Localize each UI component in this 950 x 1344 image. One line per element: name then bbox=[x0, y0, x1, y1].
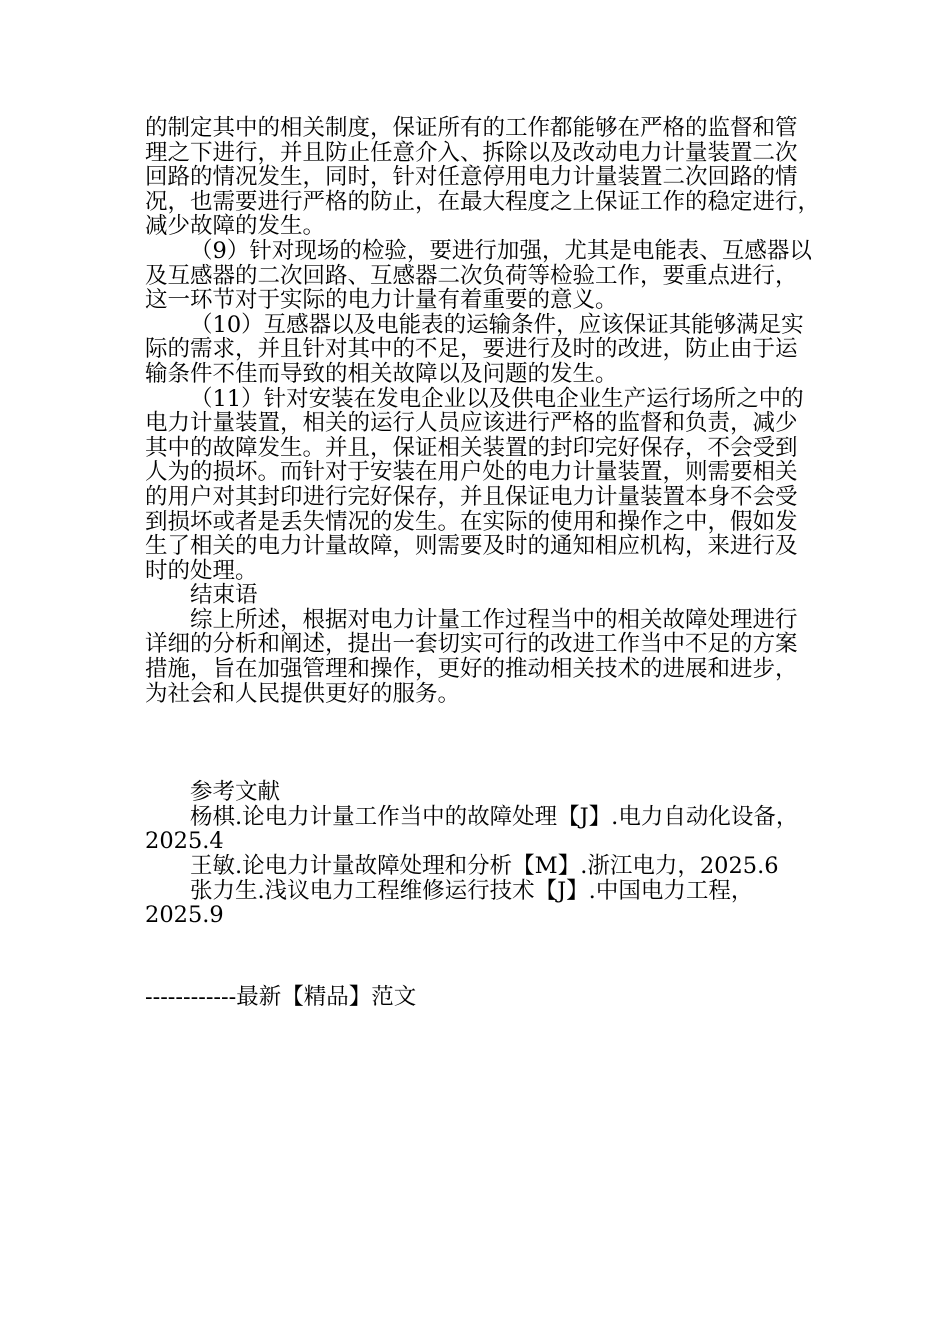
text-line: 时的处理。 bbox=[145, 557, 258, 584]
text-line: 输条件不佳而导致的相关故障以及问题的发生。 bbox=[145, 360, 618, 387]
text-line: 回路的情况发生，同时，针对任意停用电力计量装置二次回路的情 bbox=[145, 164, 798, 191]
text-line: 电力计量装置，相关的运行人员应该进行严格的监督和负责，减少 bbox=[145, 410, 798, 437]
text-line: 况，也需要进行严格的防止，在最大程度之上保证工作的稳定进行， bbox=[145, 188, 821, 215]
footer-spacer bbox=[145, 928, 810, 985]
references-section bbox=[145, 780, 810, 928]
text-line: 的制定其中的相关制度，保证所有的工作都能够在严格的监督和管 bbox=[145, 115, 798, 141]
text-line: 人为的损坏。而针对于安装在用户处的电力计量装置，则需要相关 bbox=[145, 459, 798, 486]
reference-line: 参考文献 bbox=[190, 779, 281, 806]
text-line: 际的需求，并且针对其中的不足，要进行及时的改进，防止由于运 bbox=[145, 336, 798, 363]
text-line: 到损坏或者是丢失情况的发生。在实际的使用和操作之中，假如发 bbox=[145, 508, 798, 535]
reference-line: 张力生.浅议电力工程维修运行技术【J】.中国电力工程， bbox=[190, 877, 754, 904]
text-line: 及互感器的二次回路、互感器二次负荷等检验工作，要重点进行， bbox=[145, 262, 798, 289]
text-line: 生了相关的电力计量故障，则需要及时的通知相应机构，来进行及 bbox=[145, 533, 798, 560]
text-line: （11）针对安装在发电企业以及供电企业生产运行场所之中的 bbox=[190, 385, 804, 412]
reference-line: 2025.9 bbox=[145, 902, 224, 929]
footer-banner: ------------最新【精品】范文 bbox=[145, 983, 417, 1010]
text-line: （9）针对现场的检验，要进行加强，尤其是电能表、互感器以 bbox=[190, 237, 812, 264]
section-spacer bbox=[145, 706, 810, 780]
text-line: 综上所述，根据对电力计量工作过程当中的相关故障处理进行 bbox=[190, 606, 798, 633]
text-line: 理之下进行，并且防止任意介入、拆除以及改动电力计量装置二次 bbox=[145, 139, 798, 166]
reference-line: 杨棋.论电力计量工作当中的故障处理【J】.电力自动化设备， bbox=[190, 803, 799, 830]
text-line: 措施，旨在加强管理和操作，更好的推动相关技术的进展和进步， bbox=[145, 656, 798, 683]
text-line: 减少故障的发生。 bbox=[145, 213, 326, 240]
text-line: 的用户对其封印进行完好保存，并且保证电力计量装置本身不会受 bbox=[145, 483, 798, 510]
text-line: （10）互感器以及电能表的运输条件，应该保证其能够满足实 bbox=[190, 311, 804, 338]
reference-line: 2025.4 bbox=[145, 828, 224, 855]
text-line: 这一环节对于实际的电力计量有着重要的意义。 bbox=[145, 287, 618, 314]
document-page bbox=[145, 115, 821, 1010]
text-line: 为社会和人民提供更好的服务。 bbox=[145, 680, 461, 707]
text-line: 结束语 bbox=[190, 582, 258, 609]
reference-line: 王敏.论电力计量故障处理和分析【M】.浙江电力，2025.6 bbox=[190, 853, 779, 880]
text-line: 其中的故障发生。并且，保证相关装置的封印完好保存，不会受到 bbox=[145, 434, 798, 461]
body-text bbox=[145, 115, 821, 707]
text-line: 详细的分析和阐述，提出一套切实可行的改进工作当中不足的方案 bbox=[145, 631, 798, 658]
